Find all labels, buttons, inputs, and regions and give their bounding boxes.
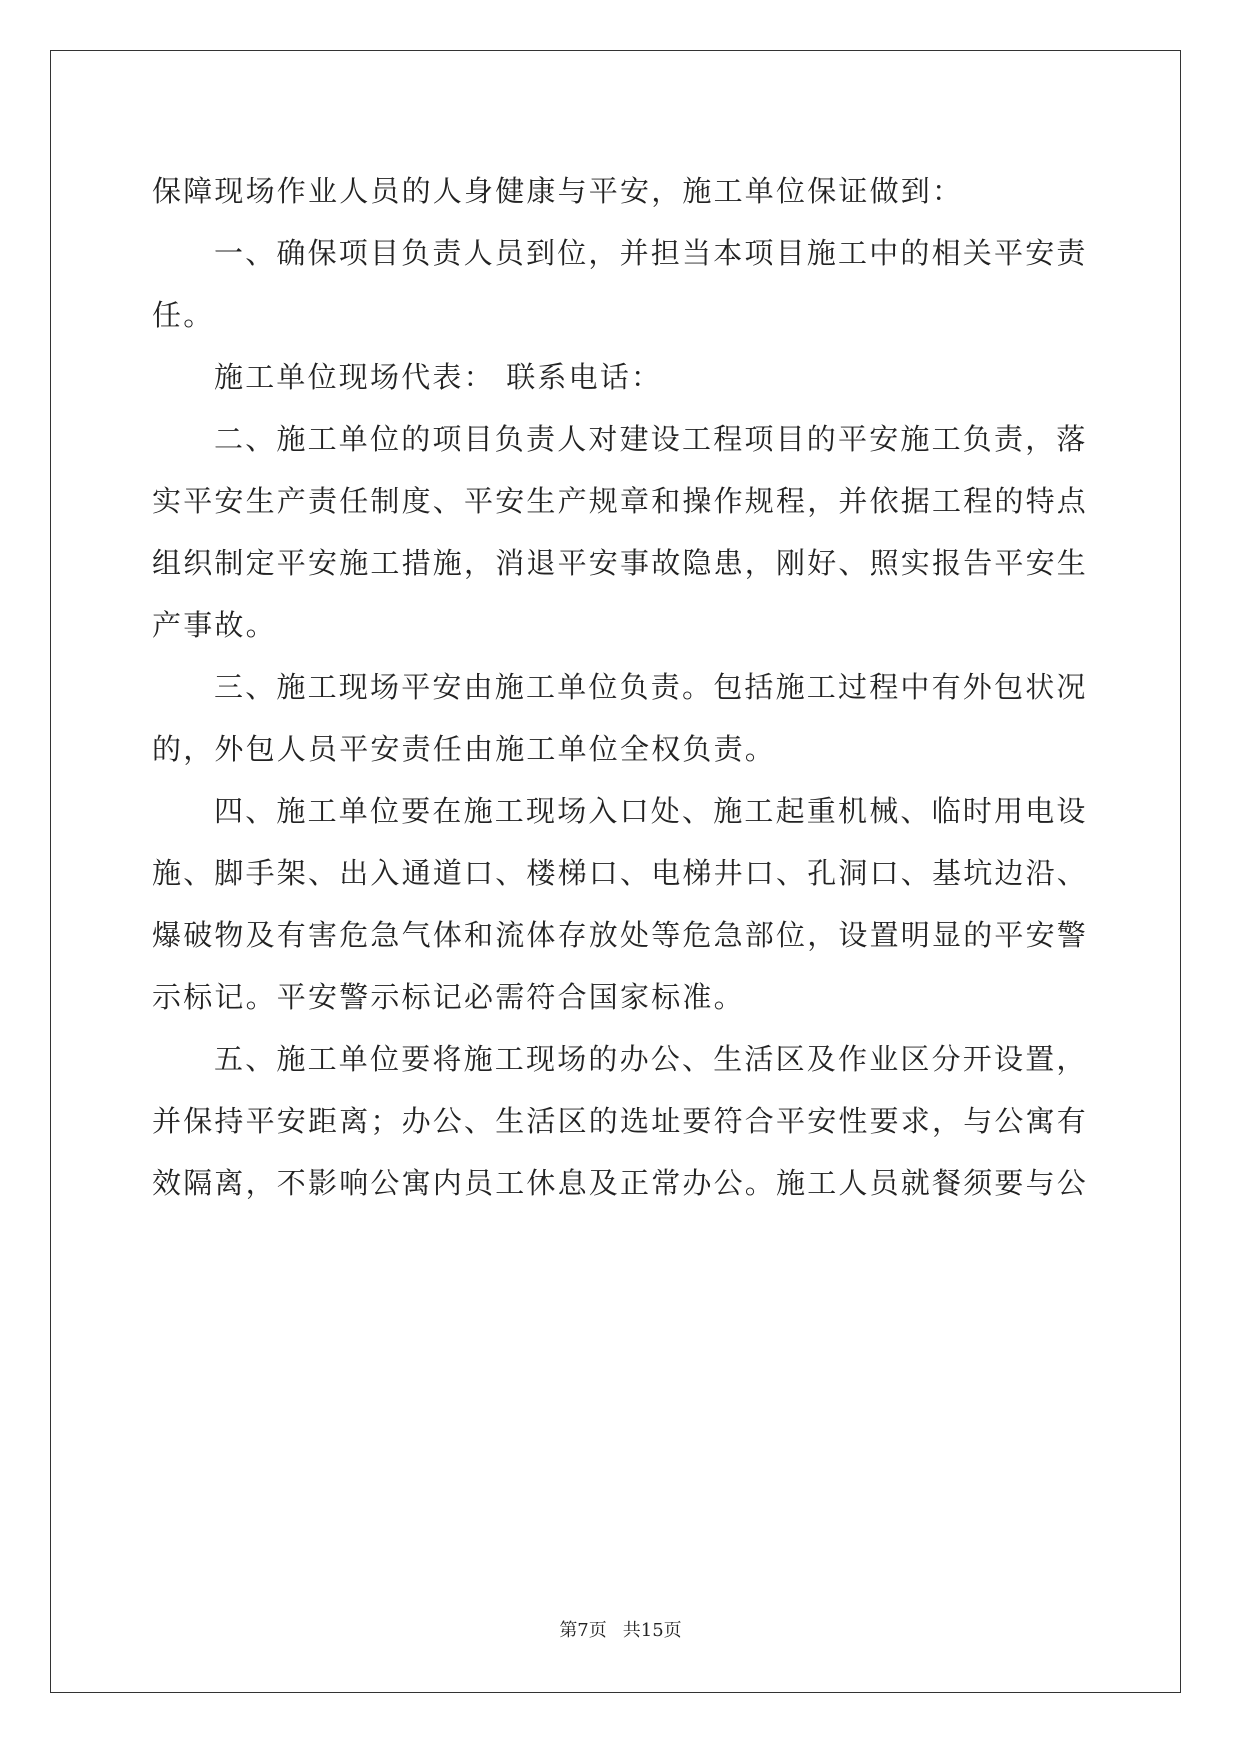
text-line-10: 的，外包人员平安责任由施工单位全权负责。 <box>152 732 777 766</box>
text-line-16: 并保持平安距离；办公、生活区的选址要符合平安性要求，与公寓有 <box>152 1104 1089 1138</box>
text-line-14: 示标记。平安警示标记必需符合国家标准。 <box>152 980 745 1014</box>
text-line-13: 爆破物及有害危急气体和流体存放处等危急部位，设置明显的平安警 <box>152 918 1089 952</box>
page-footer <box>0 1616 1241 1642</box>
text-line-8: 产事故。 <box>152 608 277 642</box>
text-line-5: 二、施工单位的项目负责人对建设工程项目的平安施工负责，落 <box>214 422 1088 456</box>
text-line-17: 效隔离，不影响公寓内员工休息及正常办公。施工人员就餐须要与公 <box>152 1166 1089 1200</box>
page-number: 第7页 <box>559 1620 607 1641</box>
text-line-4: 施工单位现场代表： 联系电话： <box>214 360 663 394</box>
text-line-1: 保障现场作业人员的人身健康与平安，施工单位保证做到： <box>152 174 964 208</box>
text-line-12: 施、脚手架、出入通道口、楼梯口、电梯井口、孔洞口、基坑边沿、 <box>152 856 1089 890</box>
text-line-11: 四、施工单位要在施工现场入口处、施工起重机械、临时用电设 <box>214 794 1088 828</box>
text-line-7: 组织制定平安施工措施，消退平安事故隐患，刚好、照实报告平安生 <box>152 546 1089 580</box>
text-line-2: 一、确保项目负责人员到位，并担当本项目施工中的相关平安责 <box>214 236 1088 270</box>
text-line-9: 三、施工现场平安由施工单位负责。包括施工过程中有外包状况 <box>214 670 1088 704</box>
text-line-6: 实平安生产责任制度、平安生产规章和操作规程，并依据工程的特点 <box>152 484 1089 518</box>
text-line-15: 五、施工单位要将施工现场的办公、生活区及作业区分开设置， <box>214 1042 1088 1076</box>
document-body <box>152 160 1087 1214</box>
text-line-3: 任。 <box>152 298 215 332</box>
page-total: 共15页 <box>622 1620 682 1641</box>
